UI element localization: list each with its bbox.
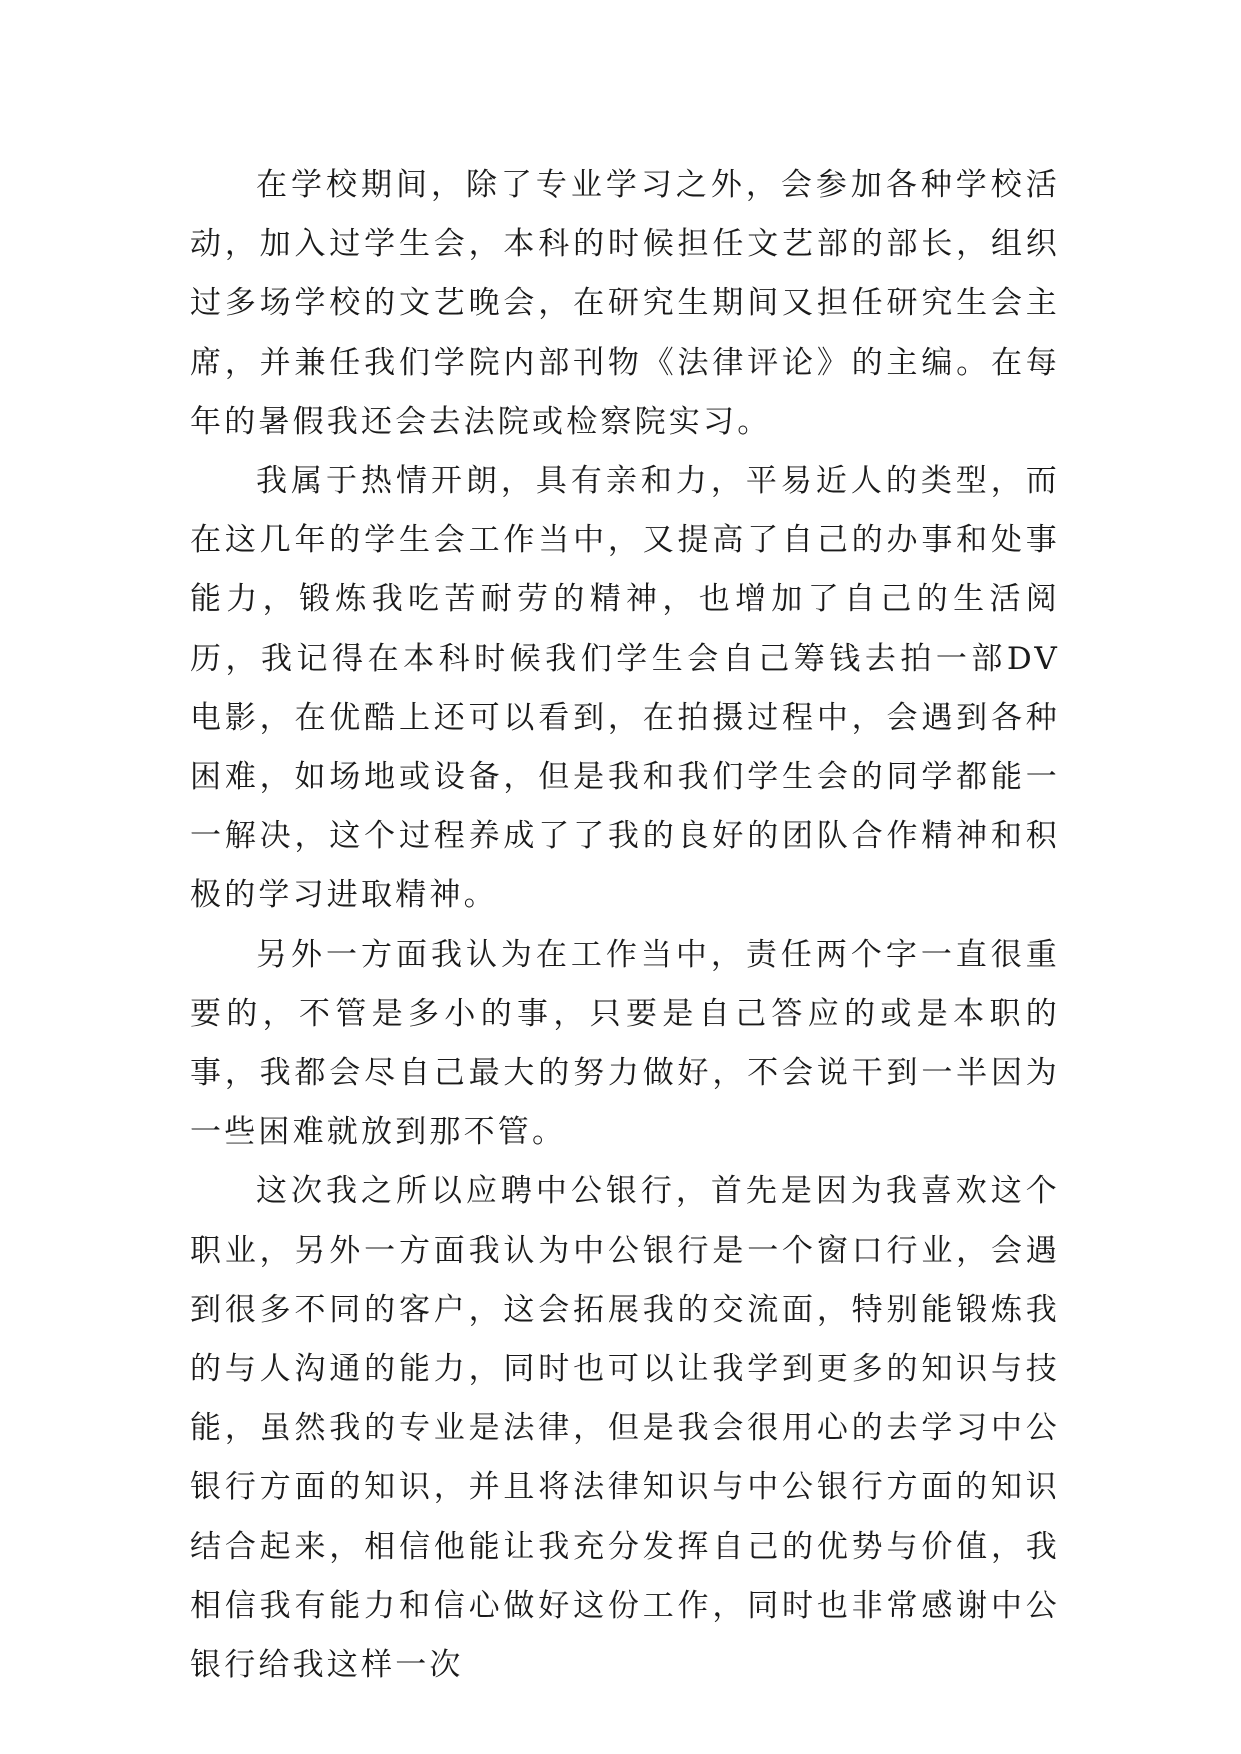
paragraph-motivation: 这次我之所以应聘中公银行，首先是因为我喜欢这个职业，另外一方面我认为中公银行是一个窗口行业，会遇到很多不同的客户，这会拓展我的交流面，特别能锻炼我的与人沟通的能力，同时也可以让我学到更多的知识与技能，虽然我的专业是法律，但是我会很用心的去学习中公银行方面的知识，并且将法律知识与中公银行方面的知识结合起来，相信他能让我充分发挥自己的优势与价值，我相信我有能力和信心做好这份工作，同时也非常感谢中公银行给我这样一次 <box>190 1173 1060 1684</box>
paragraph-personality: 我属于热情开朗，具有亲和力，平易近人的类型，而在这几年的学生会工作当中，又提高了自己的办事和处事能力，锻炼我吃苦耐劳的精神，也增加了自己的生活阅历，我记得在本科时候我们学生会自己筹钱去拍一部DV电影，在优酷上还可以看到，在拍摄过程中，会遇到各种困难，如场地或设备，但是我和我们学生会的同学都能一一解决，这个过程养成了了我的良好的团队合作精神和积极的学习进取精神。 <box>190 463 1060 914</box>
paragraph-activities: 在学校期间，除了专业学习之外，会参加各种学校活动，加入过学生会，本科的时候担任文艺部的部长，组织过多场学校的文艺晚会，在研究生期间又担任研究生会主席，并兼任我们学院内部刊物《法律评论》的主编。在每年的暑假我还会去法院或检察院实习。 <box>190 167 1060 440</box>
document-body <box>190 156 1060 1695</box>
paragraph-responsibility: 另外一方面我认为在工作当中，责任两个字一直很重要的，不管是多小的事，只要是自己答应的或是本职的事，我都会尽自己最大的努力做好，不会说干到一半因为一些困难就放到那不管。 <box>190 936 1060 1151</box>
